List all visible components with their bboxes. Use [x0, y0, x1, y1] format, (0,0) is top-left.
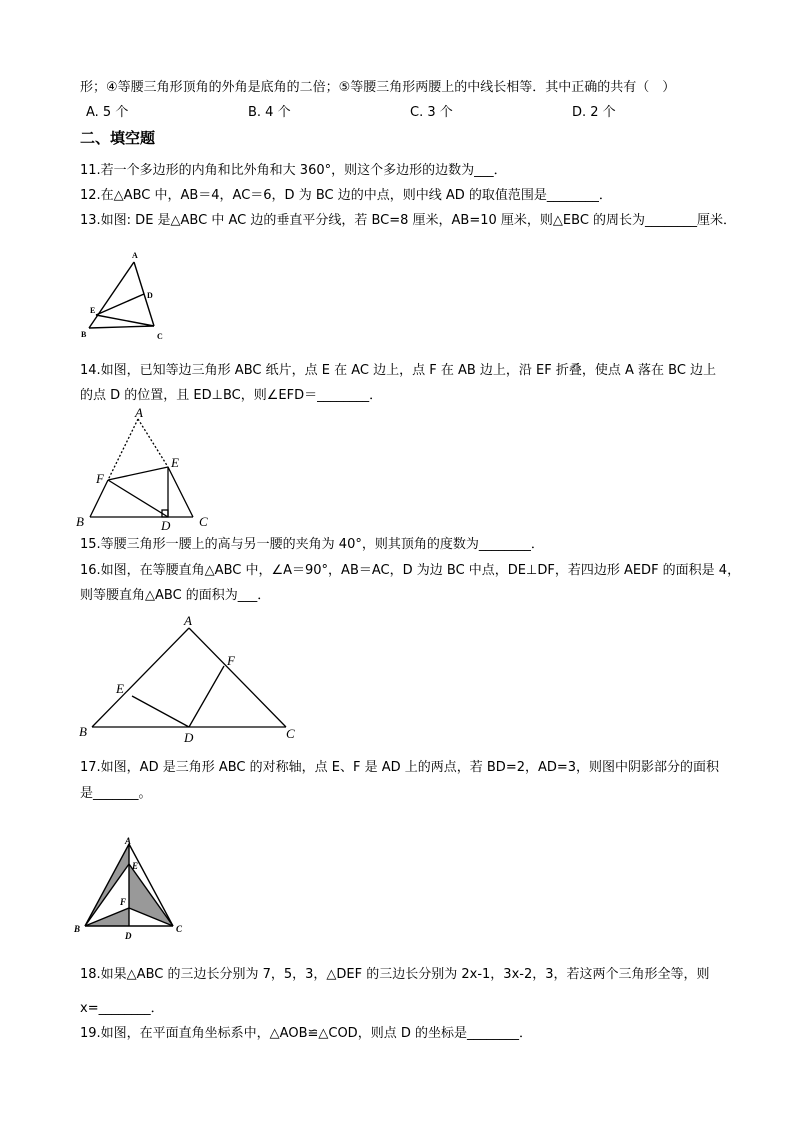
figure-16 — [70, 612, 310, 747]
fig17-label-f: F — [120, 897, 127, 907]
figure-14 — [70, 406, 220, 532]
fig13-label-e: E — [90, 306, 96, 315]
fig17-label-d: D — [125, 931, 132, 941]
fig16-seg-fd — [189, 666, 224, 727]
fig14-label-c: C — [199, 514, 208, 529]
q13-text: 13.如图: DE 是△ABC 中 AC 边的垂直平分线，若 BC=8 厘米，AB=10 厘米，则△EBC 的周长为________厘米． — [80, 213, 737, 228]
q18-text-line2: x=________． — [80, 1001, 164, 1016]
fig14-label-d: D — [161, 518, 171, 532]
fig16-label-c: C — [286, 726, 295, 741]
fig13-seg-ec — [96, 315, 154, 326]
fig14-side-ec — [168, 467, 193, 517]
fig13-label-b: B — [81, 330, 87, 339]
fig14-fold-af — [108, 419, 138, 480]
fig16-side-ac — [189, 628, 286, 727]
q10-option-b: B. 4 个 — [248, 105, 291, 120]
figure-17 — [72, 836, 192, 946]
fig16-label-b: B — [79, 724, 87, 739]
q19-text: 19.如图，在平面直角坐标系中，△AOB≌△COD，则点 D 的坐标是________． — [80, 1026, 532, 1041]
fig14-label-f: F — [96, 471, 104, 486]
fig13-seg-ed — [96, 294, 144, 315]
section-title: 二、填空题 — [80, 129, 156, 147]
figure-13 — [78, 248, 178, 348]
q18-text-line1: 18.如果△ABC 的三边长分别为 7，5，3，△DEF 的三边长分别为 2x-1，3x-2，3，若这两个三角形全等，则 — [80, 967, 710, 982]
fig17-label-a: A — [125, 836, 132, 846]
fig13-label-d: D — [147, 291, 153, 300]
q12-text: 12.在△ABC 中，AB＝4，AC＝6，D 为 BC 边的中点，则中线 AD 的取值范围是________． — [80, 188, 612, 203]
q10-option-a: A. 5 个 — [86, 105, 129, 120]
fig16-label-a: A — [184, 613, 192, 628]
fig14-seg-fe — [108, 467, 168, 480]
fig14-label-e: E — [171, 455, 179, 470]
fig16-label-f: F — [227, 653, 235, 668]
fig17-label-c: C — [176, 924, 183, 934]
fig14-seg-fd — [108, 480, 168, 517]
fig13-label-c: C — [157, 332, 163, 341]
fig13-side-bc — [89, 326, 154, 328]
q14-text-line1: 14.如图，已知等边三角形 ABC 纸片，点 E 在 AC 边上，点 F 在 AB 边上，沿 EF 折叠，使点 A 落在 BC 边上 — [80, 363, 717, 378]
fig16-label-e: E — [116, 681, 124, 696]
q10-option-c: C. 3 个 — [410, 105, 453, 120]
q10-option-d: D. 2 个 — [572, 105, 616, 120]
q11-text: 11.若一个多边形的内角和比外角和大 360°，则这个多边形的边数为___． — [80, 163, 507, 178]
fig16-side-ab — [92, 628, 189, 727]
fig17-label-e: E — [132, 861, 139, 871]
q17-text-line2: 是_______。 — [80, 786, 152, 801]
q10-text: 形；④等腰三角形顶角的外角是底角的二倍；⑤等腰三角形两腰上的中线长相等．其中正确的共有（ ） — [80, 80, 676, 95]
fig17-label-b: B — [74, 924, 81, 934]
fig16-seg-ed — [132, 696, 189, 727]
fig14-fold-ae — [138, 419, 168, 467]
fig14-label-a: A — [135, 406, 143, 420]
q16-text-line2: 则等腰直角△ABC 的面积为___． — [80, 588, 271, 603]
q17-text-line1: 17.如图，AD 是三角形 ABC 的对称轴，点 E、F 是 AD 上的两点，若 BD=2，AD=3，则图中阴影部分的面积 — [80, 760, 720, 775]
q16-text-line1: 16.如图，在等腰直角△ABC 中，∠A＝90°，AB＝AC，D 为边 BC 中点，DE⊥DF，若四边形 AEDF 的面积是 4， — [80, 563, 741, 578]
fig16-label-d: D — [184, 730, 194, 745]
q15-text: 15.等腰三角形一腰上的高与另一腰的夹角为 40°，则其顶角的度数为________． — [80, 537, 544, 552]
fig14-label-b: B — [76, 514, 84, 529]
fig13-label-a: A — [132, 251, 138, 260]
q14-text-line2: 的点 D 的位置，且 ED⊥BC，则∠EFD＝________． — [80, 388, 383, 403]
